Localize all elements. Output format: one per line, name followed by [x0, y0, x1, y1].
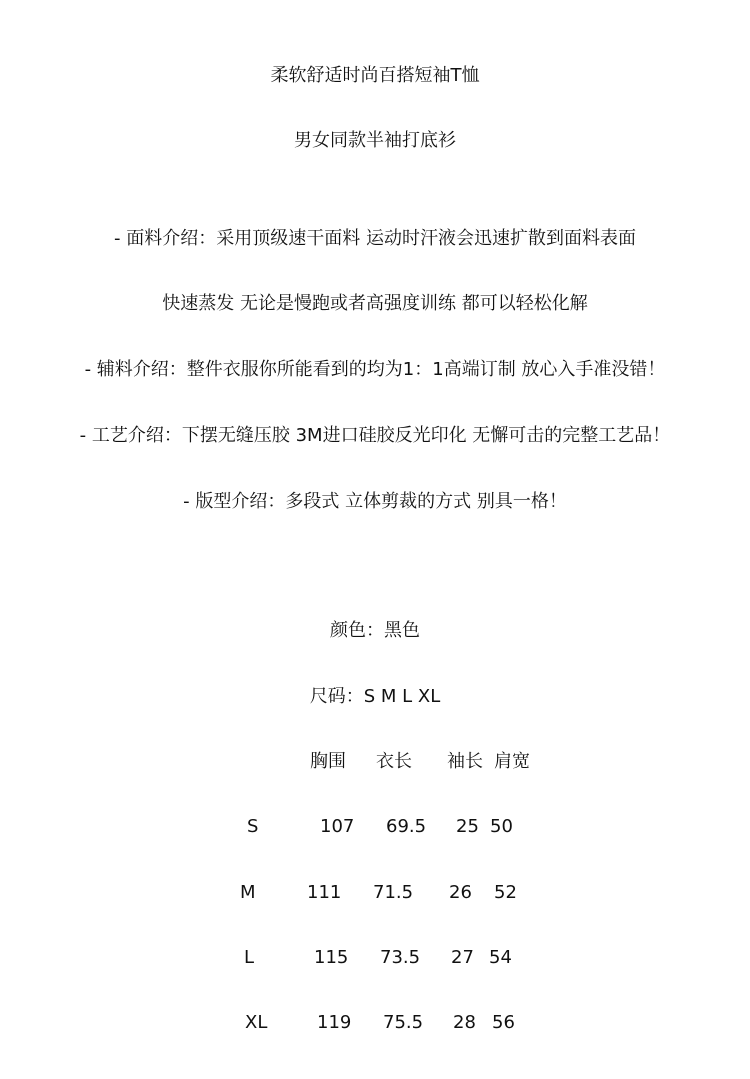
size-label: S — [247, 816, 259, 837]
spec-color: 颜色：黑色 — [330, 620, 420, 641]
feature-fit: - 版型介绍：多段式 立体剪裁的方式 别具一格！ — [183, 491, 567, 512]
chest-value: 115 — [314, 947, 349, 968]
sleeve-value: 25 — [456, 816, 479, 837]
product-subtitle: 男女同款半袖打底衫 — [294, 130, 456, 151]
table-row — [0, 946, 750, 970]
table-row — [0, 881, 750, 905]
feature-accessories: - 辅料介绍：整件衣服你所能看到的均为1：1高端订制 放心入手准没错！ — [84, 359, 666, 380]
product-title: 柔软舒适时尚百搭短袖T恤 — [270, 65, 480, 86]
sleeve-value: 27 — [451, 947, 474, 968]
header-shoulder: 肩宽 — [494, 751, 530, 772]
shoulder-value: 50 — [490, 816, 513, 837]
shoulder-value: 54 — [489, 947, 512, 968]
feature-craft: - 工艺介绍：下摆无缝压胶 3M进口硅胶反光印化 无懈可击的完整工艺品！ — [79, 425, 671, 446]
sleeve-value: 26 — [449, 882, 472, 903]
shoulder-value: 56 — [492, 1012, 515, 1033]
size-label: XL — [245, 1012, 268, 1033]
chest-value: 119 — [317, 1012, 352, 1033]
chest-value: 111 — [307, 882, 342, 903]
spec-sizes: 尺码：S M L XL — [309, 686, 441, 707]
header-length: 衣长 — [376, 751, 412, 772]
length-value: 75.5 — [383, 1012, 424, 1033]
length-value: 73.5 — [380, 947, 421, 968]
header-sleeve: 袖长 — [447, 751, 483, 772]
size-table-header — [0, 750, 750, 774]
feature-fabric: - 面料介绍：采用顶级速干面料 运动时汗液会迅速扩散到面料表面 — [114, 228, 636, 249]
chest-value: 107 — [320, 816, 355, 837]
table-row — [0, 1011, 750, 1035]
header-chest: 胸围 — [310, 751, 346, 772]
length-value: 71.5 — [373, 882, 414, 903]
sleeve-value: 28 — [453, 1012, 476, 1033]
size-label: L — [244, 947, 255, 968]
size-label: M — [240, 882, 256, 903]
feature-fabric-cont: 快速蒸发 无论是慢跑或者高强度训练 都可以轻松化解 — [162, 293, 588, 314]
length-value: 69.5 — [386, 816, 427, 837]
table-row — [0, 815, 750, 839]
shoulder-value: 52 — [494, 882, 517, 903]
